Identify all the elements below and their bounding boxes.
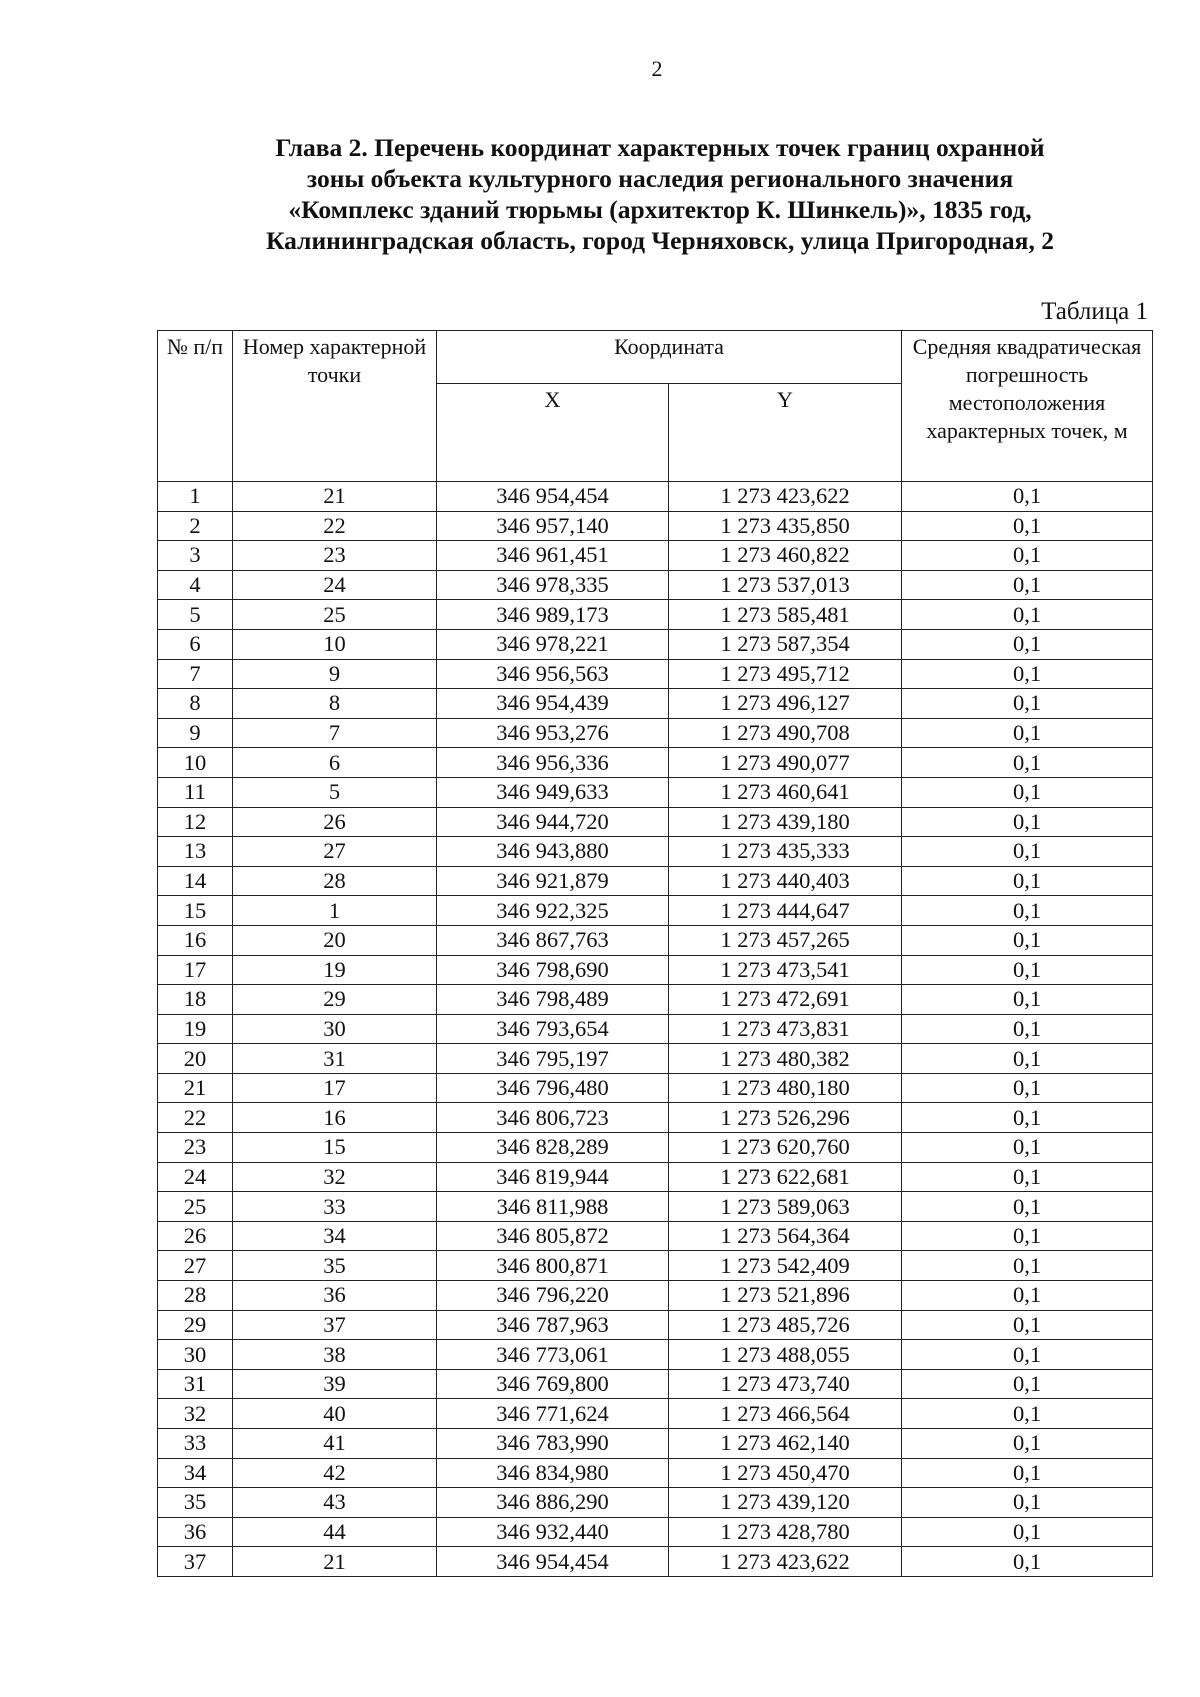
cell-index: 13 [158,837,233,867]
table-row [158,629,1153,659]
cell-point-number: 42 [233,1458,437,1488]
cell-index: 3 [158,541,233,571]
header-point-number: Номер характерной точки [233,331,437,482]
table-row [158,1103,1153,1133]
cell-y: 1 273 466,564 [669,1399,902,1429]
cell-x: 346 956,563 [437,659,669,689]
header-y: Y [669,384,902,482]
cell-error: 0,1 [902,1162,1153,1192]
cell-point-number: 21 [233,1547,437,1577]
cell-error: 0,1 [902,837,1153,867]
cell-point-number: 5 [233,777,437,807]
table-row [158,1192,1153,1222]
heading-line: Глава 2. Перечень координат характерных точек границ охранной [275,133,1045,162]
cell-point-number: 21 [233,482,437,512]
cell-point-number: 15 [233,1133,437,1163]
cell-x: 346 819,944 [437,1162,669,1192]
cell-index: 27 [158,1251,233,1281]
cell-point-number: 24 [233,570,437,600]
table-row [158,1133,1153,1163]
table-row [158,1458,1153,1488]
cell-error: 0,1 [902,1488,1153,1518]
heading-line: Калининградская область, город Черняховск, улица Пригородная, 2 [266,226,1054,255]
cell-point-number: 20 [233,925,437,955]
cell-y: 1 273 496,127 [669,689,902,719]
cell-error: 0,1 [902,1281,1153,1311]
cell-index: 22 [158,1103,233,1133]
cell-x: 346 796,480 [437,1073,669,1103]
cell-x: 346 867,763 [437,925,669,955]
cell-x: 346 811,988 [437,1192,669,1222]
cell-index: 4 [158,570,233,600]
heading-line: зоны объекта культурного наследия регионального значения [306,164,1014,193]
cell-x: 346 961,451 [437,541,669,571]
cell-y: 1 273 439,180 [669,807,902,837]
cell-point-number: 39 [233,1369,437,1399]
table-row [158,1162,1153,1192]
cell-index: 33 [158,1429,233,1459]
cell-y: 1 273 450,470 [669,1458,902,1488]
cell-error: 0,1 [902,1103,1153,1133]
table-row [158,1221,1153,1251]
cell-error: 0,1 [902,1133,1153,1163]
table-body [158,482,1153,1577]
table-row [158,718,1153,748]
header-coordinate: Координата [437,331,902,384]
table-row [158,482,1153,512]
table-row [158,925,1153,955]
table-row [158,1340,1153,1370]
table-row [158,511,1153,541]
cell-error: 0,1 [902,1429,1153,1459]
cell-x: 346 957,140 [437,511,669,541]
cell-y: 1 273 423,622 [669,1547,902,1577]
cell-error: 0,1 [902,1251,1153,1281]
cell-index: 28 [158,1281,233,1311]
cell-index: 29 [158,1310,233,1340]
cell-index: 2 [158,511,233,541]
cell-error: 0,1 [902,1369,1153,1399]
cell-y: 1 273 521,896 [669,1281,902,1311]
cell-index: 31 [158,1369,233,1399]
cell-index: 8 [158,689,233,719]
cell-index: 36 [158,1517,233,1547]
table-row [158,1488,1153,1518]
cell-error: 0,1 [902,1340,1153,1370]
cell-x: 346 796,220 [437,1281,669,1311]
cell-point-number: 36 [233,1281,437,1311]
cell-y: 1 273 435,850 [669,511,902,541]
cell-error: 0,1 [902,511,1153,541]
cell-index: 25 [158,1192,233,1222]
cell-x: 346 805,872 [437,1221,669,1251]
page-number: 2 [651,56,663,81]
coordinates-table [157,330,1153,1577]
cell-point-number: 31 [233,1044,437,1074]
cell-y: 1 273 473,541 [669,955,902,985]
table-header [158,331,1153,482]
cell-y: 1 273 480,382 [669,1044,902,1074]
cell-error: 0,1 [902,659,1153,689]
cell-point-number: 10 [233,629,437,659]
cell-point-number: 23 [233,541,437,571]
table-row [158,1517,1153,1547]
cell-point-number: 33 [233,1192,437,1222]
cell-x: 346 921,879 [437,866,669,896]
cell-index: 12 [158,807,233,837]
cell-index: 1 [158,482,233,512]
cell-point-number: 8 [233,689,437,719]
cell-x: 346 943,880 [437,837,669,867]
cell-y: 1 273 485,726 [669,1310,902,1340]
cell-error: 0,1 [902,1399,1153,1429]
cell-x: 346 773,061 [437,1340,669,1370]
table-row [158,689,1153,719]
cell-y: 1 273 457,265 [669,925,902,955]
cell-point-number: 22 [233,511,437,541]
cell-index: 26 [158,1221,233,1251]
cell-error: 0,1 [902,866,1153,896]
cell-error: 0,1 [902,985,1153,1015]
cell-error: 0,1 [902,748,1153,778]
table-row [158,1369,1153,1399]
cell-index: 14 [158,866,233,896]
cell-y: 1 273 473,740 [669,1369,902,1399]
cell-y: 1 273 488,055 [669,1340,902,1370]
cell-x: 346 798,690 [437,955,669,985]
cell-error: 0,1 [902,925,1153,955]
cell-y: 1 273 587,354 [669,629,902,659]
cell-x: 346 793,654 [437,1014,669,1044]
cell-y: 1 273 620,760 [669,1133,902,1163]
cell-x: 346 783,990 [437,1429,669,1459]
cell-y: 1 273 490,077 [669,748,902,778]
cell-index: 17 [158,955,233,985]
table-row [158,896,1153,926]
cell-y: 1 273 564,364 [669,1221,902,1251]
table-row [158,837,1153,867]
cell-index: 9 [158,718,233,748]
cell-error: 0,1 [902,1547,1153,1577]
table-row [158,866,1153,896]
cell-point-number: 44 [233,1517,437,1547]
header-x: X [437,384,669,482]
cell-y: 1 273 622,681 [669,1162,902,1192]
cell-point-number: 6 [233,748,437,778]
table-row [158,1399,1153,1429]
cell-index: 5 [158,600,233,630]
cell-y: 1 273 526,296 [669,1103,902,1133]
cell-index: 20 [158,1044,233,1074]
cell-x: 346 787,963 [437,1310,669,1340]
chapter-heading [170,132,1150,256]
cell-y: 1 273 472,691 [669,985,902,1015]
cell-index: 24 [158,1162,233,1192]
cell-error: 0,1 [902,570,1153,600]
cell-x: 346 769,800 [437,1369,669,1399]
cell-error: 0,1 [902,1192,1153,1222]
table-row [158,807,1153,837]
cell-error: 0,1 [902,689,1153,719]
cell-index: 10 [158,748,233,778]
cell-x: 346 978,335 [437,570,669,600]
cell-index: 23 [158,1133,233,1163]
table-row [158,1044,1153,1074]
table-caption: Таблица 1 [1041,298,1148,325]
cell-index: 19 [158,1014,233,1044]
table-row [158,600,1153,630]
cell-x: 346 798,489 [437,985,669,1015]
cell-error: 0,1 [902,1458,1153,1488]
cell-point-number: 16 [233,1103,437,1133]
cell-y: 1 273 473,831 [669,1014,902,1044]
table-row [158,985,1153,1015]
cell-point-number: 30 [233,1014,437,1044]
cell-point-number: 43 [233,1488,437,1518]
cell-y: 1 273 423,622 [669,482,902,512]
cell-y: 1 273 444,647 [669,896,902,926]
cell-x: 346 944,720 [437,807,669,837]
cell-error: 0,1 [902,1517,1153,1547]
cell-error: 0,1 [902,807,1153,837]
cell-index: 21 [158,1073,233,1103]
cell-point-number: 34 [233,1221,437,1251]
cell-x: 346 956,336 [437,748,669,778]
cell-y: 1 273 428,780 [669,1517,902,1547]
cell-error: 0,1 [902,541,1153,571]
cell-x: 346 989,173 [437,600,669,630]
cell-error: 0,1 [902,777,1153,807]
cell-y: 1 273 460,641 [669,777,902,807]
cell-x: 346 800,871 [437,1251,669,1281]
cell-index: 34 [158,1458,233,1488]
cell-y: 1 273 585,481 [669,600,902,630]
cell-y: 1 273 490,708 [669,718,902,748]
cell-index: 32 [158,1399,233,1429]
cell-error: 0,1 [902,718,1153,748]
cell-error: 0,1 [902,1073,1153,1103]
cell-y: 1 273 495,712 [669,659,902,689]
cell-index: 16 [158,925,233,955]
table-row [158,955,1153,985]
cell-point-number: 19 [233,955,437,985]
cell-y: 1 273 435,333 [669,837,902,867]
cell-point-number: 38 [233,1340,437,1370]
cell-x: 346 834,980 [437,1458,669,1488]
cell-index: 37 [158,1547,233,1577]
cell-y: 1 273 462,140 [669,1429,902,1459]
cell-y: 1 273 460,822 [669,541,902,571]
cell-point-number: 9 [233,659,437,689]
cell-x: 346 795,197 [437,1044,669,1074]
table-row [158,748,1153,778]
cell-y: 1 273 542,409 [669,1251,902,1281]
table-row [158,1429,1153,1459]
cell-error: 0,1 [902,629,1153,659]
table-row [158,541,1153,571]
cell-error: 0,1 [902,1044,1153,1074]
cell-x: 346 978,221 [437,629,669,659]
cell-y: 1 273 537,013 [669,570,902,600]
cell-x: 346 771,624 [437,1399,669,1429]
cell-error: 0,1 [902,600,1153,630]
table-row [158,1251,1153,1281]
cell-x: 346 954,454 [437,482,669,512]
cell-error: 0,1 [902,896,1153,926]
cell-point-number: 1 [233,896,437,926]
cell-error: 0,1 [902,955,1153,985]
cell-point-number: 28 [233,866,437,896]
header-mean-square-error: Средняя квадратическая погрешность местоположения характерных точек, м [902,331,1153,482]
table-row [158,659,1153,689]
table-row [158,777,1153,807]
cell-index: 7 [158,659,233,689]
cell-point-number: 35 [233,1251,437,1281]
cell-x: 346 932,440 [437,1517,669,1547]
cell-error: 0,1 [902,1221,1153,1251]
cell-x: 346 949,633 [437,777,669,807]
cell-x: 346 953,276 [437,718,669,748]
cell-point-number: 26 [233,807,437,837]
cell-point-number: 40 [233,1399,437,1429]
cell-point-number: 32 [233,1162,437,1192]
header-index: № п/п [158,331,233,482]
table-row [158,570,1153,600]
cell-y: 1 273 589,063 [669,1192,902,1222]
cell-index: 11 [158,777,233,807]
cell-point-number: 27 [233,837,437,867]
cell-index: 15 [158,896,233,926]
cell-x: 346 886,290 [437,1488,669,1518]
cell-x: 346 806,723 [437,1103,669,1133]
cell-point-number: 7 [233,718,437,748]
table-row [158,1547,1153,1577]
cell-index: 30 [158,1340,233,1370]
cell-x: 346 828,289 [437,1133,669,1163]
cell-point-number: 29 [233,985,437,1015]
cell-x: 346 922,325 [437,896,669,926]
cell-y: 1 273 480,180 [669,1073,902,1103]
cell-point-number: 17 [233,1073,437,1103]
cell-index: 35 [158,1488,233,1518]
cell-error: 0,1 [902,1310,1153,1340]
table-row [158,1073,1153,1103]
cell-x: 346 954,439 [437,689,669,719]
cell-y: 1 273 439,120 [669,1488,902,1518]
cell-y: 1 273 440,403 [669,866,902,896]
heading-line: «Комплекс зданий тюрьмы (архитектор К. Шинкель)», 1835 год, [288,195,1032,224]
table-row [158,1014,1153,1044]
cell-error: 0,1 [902,1014,1153,1044]
cell-point-number: 25 [233,600,437,630]
cell-index: 6 [158,629,233,659]
cell-point-number: 37 [233,1310,437,1340]
table-row [158,1281,1153,1311]
cell-x: 346 954,454 [437,1547,669,1577]
cell-point-number: 41 [233,1429,437,1459]
cell-index: 18 [158,985,233,1015]
table-row [158,1310,1153,1340]
cell-error: 0,1 [902,482,1153,512]
